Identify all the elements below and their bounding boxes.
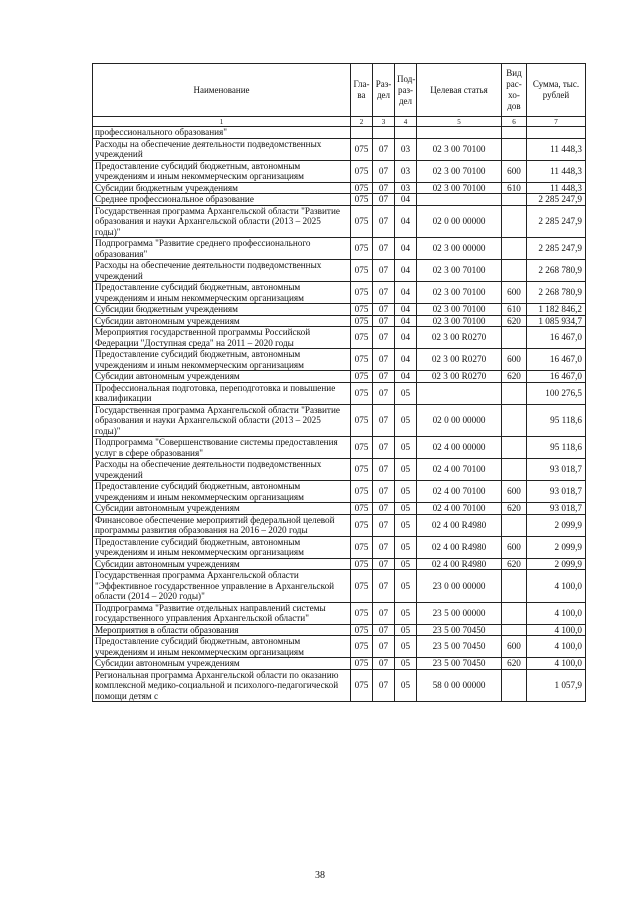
row-name: Субсидии автономным учреждениям	[93, 371, 351, 383]
row-name: Расходы на обеспечение деятельности подведомственных учреждений	[93, 138, 351, 160]
row-glava: 075	[351, 371, 373, 383]
row-sum: 2 099,9	[527, 536, 586, 558]
row-target-code: 02 4 00 70100	[417, 503, 502, 515]
row-target-code: 02 4 00 R4980	[417, 558, 502, 570]
row-podrazdel: 05	[395, 459, 417, 481]
row-podrazdel: 04	[395, 238, 417, 260]
row-vid	[502, 437, 527, 459]
row-target-code	[417, 194, 502, 206]
row-target-code: 23 0 00 00000	[417, 570, 502, 603]
row-sum: 4 100,0	[527, 602, 586, 624]
row-glava: 075	[351, 624, 373, 636]
row-target-code: 02 3 00 70100	[417, 138, 502, 160]
row-razdel: 07	[373, 315, 395, 327]
table-row	[93, 260, 586, 282]
row-name: Субсидии бюджетным учреждениям	[93, 304, 351, 316]
row-target-code: 02 3 00 70100	[417, 160, 502, 182]
row-target-code: 02 0 00 00000	[417, 404, 502, 437]
row-vid: 600	[502, 636, 527, 658]
table-row	[93, 669, 586, 702]
row-vid	[502, 194, 527, 206]
row-razdel: 07	[373, 669, 395, 702]
row-glava: 075	[351, 238, 373, 260]
row-name: Предоставление субсидий бюджетным, автономным учреждениям и иным некоммерческим организациям	[93, 282, 351, 304]
column-number: 7	[527, 117, 586, 127]
row-glava: 075	[351, 404, 373, 437]
table-row	[93, 182, 586, 194]
row-target-code: 23 5 00 70450	[417, 658, 502, 670]
row-sum: 11 448,3	[527, 160, 586, 182]
table-header	[93, 64, 586, 127]
row-podrazdel: 05	[395, 437, 417, 459]
row-glava: 075	[351, 514, 373, 536]
row-podrazdel: 05	[395, 558, 417, 570]
row-sum: 16 467,0	[527, 327, 586, 349]
row-razdel: 07	[373, 602, 395, 624]
table-row	[93, 138, 586, 160]
row-podrazdel: 05	[395, 404, 417, 437]
row-vid: 600	[502, 160, 527, 182]
row-vid	[502, 602, 527, 624]
row-vid	[502, 624, 527, 636]
table-row	[93, 205, 586, 238]
row-razdel: 07	[373, 558, 395, 570]
table-body	[93, 127, 586, 702]
row-name: Предоставление субсидий бюджетным, автономным учреждениям и иным некоммерческим организациям	[93, 349, 351, 371]
column-number: 1	[93, 117, 351, 127]
row-razdel: 07	[373, 503, 395, 515]
row-podrazdel: 05	[395, 514, 417, 536]
row-podrazdel: 05	[395, 382, 417, 404]
row-vid	[502, 404, 527, 437]
row-razdel: 07	[373, 160, 395, 182]
row-podrazdel: 05	[395, 503, 417, 515]
row-glava: 075	[351, 160, 373, 182]
row-target-code: 02 3 00 R0270	[417, 327, 502, 349]
row-vid	[502, 205, 527, 238]
row-podrazdel: 04	[395, 304, 417, 316]
row-name: профессионального образования"	[93, 127, 351, 139]
row-razdel: 07	[373, 205, 395, 238]
row-name: Подпрограмма "Развитие среднего профессионального образования"	[93, 238, 351, 260]
row-target-code: 02 4 00 70100	[417, 481, 502, 503]
row-glava: 075	[351, 260, 373, 282]
row-target-code: 02 4 00 R4980	[417, 514, 502, 536]
row-vid: 600	[502, 282, 527, 304]
row-sum: 1 182 846,2	[527, 304, 586, 316]
row-glava: 075	[351, 194, 373, 206]
row-target-code: 02 4 00 00000	[417, 437, 502, 459]
table-row	[93, 404, 586, 437]
row-name: Расходы на обеспечение деятельности подведомственных учреждений	[93, 260, 351, 282]
header-name: Наименование	[93, 64, 351, 117]
row-glava	[351, 127, 373, 139]
row-glava: 075	[351, 536, 373, 558]
row-vid	[502, 382, 527, 404]
row-glava: 075	[351, 327, 373, 349]
table-row	[93, 536, 586, 558]
row-sum: 1 057,9	[527, 669, 586, 702]
row-sum: 11 448,3	[527, 138, 586, 160]
row-name: Подпрограмма "Развитие отдельных направлений системы государственного управления Архангельской области"	[93, 602, 351, 624]
table-row	[93, 304, 586, 316]
row-razdel: 07	[373, 371, 395, 383]
row-razdel: 07	[373, 238, 395, 260]
budget-table-sheet	[92, 63, 585, 702]
row-name: Субсидии бюджетным учреждениям	[93, 182, 351, 194]
table-row	[93, 558, 586, 570]
row-name: Мероприятия государственной программы Российской Федерации "Доступная среда" на 2011 – 2020 годы	[93, 327, 351, 349]
row-razdel: 07	[373, 624, 395, 636]
row-razdel: 07	[373, 138, 395, 160]
table-row	[93, 459, 586, 481]
row-name: Профессиональная подготовка, переподготовка и повышение квалификации	[93, 382, 351, 404]
row-name: Субсидии автономным учреждениям	[93, 315, 351, 327]
row-target-code: 23 5 00 00000	[417, 602, 502, 624]
table-row	[93, 514, 586, 536]
table-row	[93, 481, 586, 503]
row-razdel: 07	[373, 194, 395, 206]
row-sum: 2 099,9	[527, 514, 586, 536]
row-glava: 075	[351, 481, 373, 503]
row-podrazdel: 04	[395, 349, 417, 371]
row-podrazdel	[395, 127, 417, 139]
row-vid: 620	[502, 315, 527, 327]
table-row	[93, 349, 586, 371]
row-vid: 620	[502, 658, 527, 670]
row-name: Субсидии автономным учреждениям	[93, 658, 351, 670]
column-number: 6	[502, 117, 527, 127]
row-vid: 620	[502, 371, 527, 383]
row-razdel: 07	[373, 536, 395, 558]
row-glava: 075	[351, 636, 373, 658]
row-glava: 075	[351, 669, 373, 702]
column-number: 2	[351, 117, 373, 127]
row-target-code: 02 3 00 70100	[417, 315, 502, 327]
row-vid: 600	[502, 349, 527, 371]
row-podrazdel: 04	[395, 194, 417, 206]
row-glava: 075	[351, 138, 373, 160]
row-podrazdel: 03	[395, 138, 417, 160]
row-podrazdel: 05	[395, 536, 417, 558]
row-razdel	[373, 127, 395, 139]
row-sum: 16 467,0	[527, 371, 586, 383]
column-number: 4	[395, 117, 417, 127]
table-row	[93, 437, 586, 459]
row-sum	[527, 127, 586, 139]
row-sum: 4 100,0	[527, 636, 586, 658]
header-sum: Сумма, тыс. рублей	[527, 64, 586, 117]
row-vid: 620	[502, 503, 527, 515]
row-sum: 100 276,5	[527, 382, 586, 404]
row-razdel: 07	[373, 437, 395, 459]
table-row	[93, 658, 586, 670]
row-vid	[502, 138, 527, 160]
row-glava: 075	[351, 602, 373, 624]
row-podrazdel: 04	[395, 260, 417, 282]
row-glava: 075	[351, 282, 373, 304]
row-vid: 620	[502, 558, 527, 570]
row-target-code: 02 3 00 70100	[417, 182, 502, 194]
row-razdel: 07	[373, 182, 395, 194]
row-razdel: 07	[373, 382, 395, 404]
row-sum: 4 100,0	[527, 658, 586, 670]
row-glava: 075	[351, 315, 373, 327]
row-name: Финансовое обеспечение мероприятий федеральной целевой программы развития образования на 2016 – 2020 годы	[93, 514, 351, 536]
row-target-code: 02 3 00 70100	[417, 304, 502, 316]
header-podrazdel: Под- раз- дел	[395, 64, 417, 117]
row-sum: 93 018,7	[527, 503, 586, 515]
row-vid	[502, 327, 527, 349]
table-row	[93, 624, 586, 636]
row-name: Региональная программа Архангельской области по оказанию комплексной медико-социальной и психолого-педагогической помощи детям с	[93, 669, 351, 702]
row-razdel: 07	[373, 636, 395, 658]
row-name: Государственная программа Архангельской области "Эффективное государственное управление в Архангельской области (2014 – 2020 годы)"	[93, 570, 351, 603]
row-vid: 610	[502, 304, 527, 316]
row-sum: 93 018,7	[527, 481, 586, 503]
row-sum: 4 100,0	[527, 570, 586, 603]
row-glava: 075	[351, 437, 373, 459]
table-row	[93, 570, 586, 603]
row-glava: 075	[351, 459, 373, 481]
table-row	[93, 160, 586, 182]
row-target-code	[417, 127, 502, 139]
row-razdel: 07	[373, 658, 395, 670]
column-number: 5	[417, 117, 502, 127]
row-podrazdel: 05	[395, 602, 417, 624]
table-row	[93, 371, 586, 383]
header-target: Целевая статья	[417, 64, 502, 117]
row-vid	[502, 260, 527, 282]
row-target-code: 02 3 00 R0270	[417, 371, 502, 383]
table-row	[93, 327, 586, 349]
budget-table	[92, 63, 586, 702]
table-row	[93, 503, 586, 515]
table-row	[93, 238, 586, 260]
table-row	[93, 127, 586, 139]
row-glava: 075	[351, 558, 373, 570]
table-row	[93, 602, 586, 624]
row-target-code	[417, 382, 502, 404]
row-vid	[502, 570, 527, 603]
row-razdel: 07	[373, 349, 395, 371]
row-razdel: 07	[373, 459, 395, 481]
row-vid	[502, 669, 527, 702]
row-name: Предоставление субсидий бюджетным, автономным учреждениям и иным некоммерческим организациям	[93, 636, 351, 658]
row-razdel: 07	[373, 570, 395, 603]
row-sum: 4 100,0	[527, 624, 586, 636]
row-name: Расходы на обеспечение деятельности подведомственных учреждений	[93, 459, 351, 481]
row-sum: 2 268 780,9	[527, 260, 586, 282]
row-sum: 1 085 934,7	[527, 315, 586, 327]
row-target-code: 02 3 00 R0270	[417, 349, 502, 371]
row-podrazdel: 04	[395, 371, 417, 383]
row-vid	[502, 514, 527, 536]
row-name: Государственная программа Архангельской области "Развитие образования и науки Архангельской области (2013 – 2025 годы)"	[93, 205, 351, 238]
row-razdel: 07	[373, 514, 395, 536]
column-number: 3	[373, 117, 395, 127]
row-target-code: 02 3 00 00000	[417, 238, 502, 260]
row-podrazdel: 05	[395, 624, 417, 636]
row-name: Среднее профессиональное образование	[93, 194, 351, 206]
row-sum: 2 285 247,9	[527, 205, 586, 238]
row-glava: 075	[351, 382, 373, 404]
row-podrazdel: 04	[395, 315, 417, 327]
row-razdel: 07	[373, 404, 395, 437]
row-target-code: 02 4 00 R4980	[417, 536, 502, 558]
row-target-code: 02 0 00 00000	[417, 205, 502, 238]
row-podrazdel: 03	[395, 182, 417, 194]
row-podrazdel: 05	[395, 570, 417, 603]
row-vid: 600	[502, 481, 527, 503]
row-sum: 93 018,7	[527, 459, 586, 481]
row-podrazdel: 05	[395, 658, 417, 670]
row-podrazdel: 05	[395, 481, 417, 503]
row-razdel: 07	[373, 481, 395, 503]
row-vid	[502, 127, 527, 139]
header-glava: Гла- ва	[351, 64, 373, 117]
row-target-code: 02 4 00 70100	[417, 459, 502, 481]
row-glava: 075	[351, 658, 373, 670]
row-glava: 075	[351, 304, 373, 316]
row-glava: 075	[351, 205, 373, 238]
row-name: Субсидии автономным учреждениям	[93, 503, 351, 515]
row-razdel: 07	[373, 260, 395, 282]
row-target-code: 02 3 00 70100	[417, 282, 502, 304]
row-glava: 075	[351, 349, 373, 371]
row-target-code: 23 5 00 70450	[417, 636, 502, 658]
row-razdel: 07	[373, 304, 395, 316]
row-name: Предоставление субсидий бюджетным, автономным учреждениям и иным некоммерческим организациям	[93, 160, 351, 182]
row-sum: 2 268 780,9	[527, 282, 586, 304]
row-vid: 610	[502, 182, 527, 194]
row-razdel: 07	[373, 327, 395, 349]
row-sum: 11 448,3	[527, 182, 586, 194]
row-target-code: 23 5 00 70450	[417, 624, 502, 636]
row-vid	[502, 238, 527, 260]
row-sum: 2 099,9	[527, 558, 586, 570]
row-name: Подпрограмма "Совершенствование системы предоставления услуг в сфере образования"	[93, 437, 351, 459]
row-target-code: 58 0 00 00000	[417, 669, 502, 702]
row-sum: 2 285 247,9	[527, 194, 586, 206]
row-name: Государственная программа Архангельской области "Развитие образования и науки Архангельской области (2013 – 2025 годы)"	[93, 404, 351, 437]
row-target-code: 02 3 00 70100	[417, 260, 502, 282]
table-row	[93, 636, 586, 658]
row-vid: 600	[502, 536, 527, 558]
row-glava: 075	[351, 182, 373, 194]
row-podrazdel: 05	[395, 669, 417, 702]
row-name: Мероприятия в области образования	[93, 624, 351, 636]
row-sum: 95 118,6	[527, 437, 586, 459]
row-glava: 075	[351, 570, 373, 603]
row-sum: 2 285 247,9	[527, 238, 586, 260]
row-name: Субсидии автономным учреждениям	[93, 558, 351, 570]
row-glava: 075	[351, 503, 373, 515]
row-name: Предоставление субсидий бюджетным, автономным учреждениям и иным некоммерческим организациям	[93, 481, 351, 503]
table-row	[93, 315, 586, 327]
row-podrazdel: 05	[395, 636, 417, 658]
row-sum: 16 467,0	[527, 349, 586, 371]
row-podrazdel: 04	[395, 282, 417, 304]
row-podrazdel: 03	[395, 160, 417, 182]
row-sum: 95 118,6	[527, 404, 586, 437]
table-row	[93, 194, 586, 206]
header-vid: Вид рас- хо- дов	[502, 64, 527, 117]
header-razdel: Раз- дел	[373, 64, 395, 117]
row-podrazdel: 04	[395, 327, 417, 349]
table-row	[93, 382, 586, 404]
row-vid	[502, 459, 527, 481]
table-row	[93, 282, 586, 304]
row-razdel: 07	[373, 282, 395, 304]
row-podrazdel: 04	[395, 205, 417, 238]
row-name: Предоставление субсидий бюджетным, автономным учреждениям и иным некоммерческим организациям	[93, 536, 351, 558]
page-number: 38	[315, 870, 325, 881]
